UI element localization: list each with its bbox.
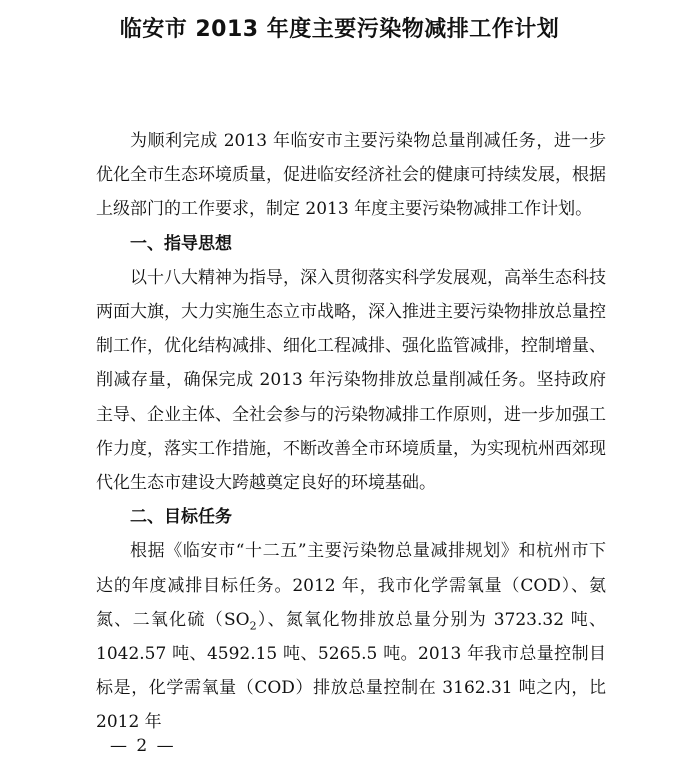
targets-text-part1: 根据《临安市“十二五”主要污染物总量减排规划》和杭州市下达的年度减排目标任务。2012 年，我市化学需氧量（COD）、氨氮、二氧化硫（SO bbox=[96, 541, 606, 630]
section-heading-guiding-ideology: 一、指导思想 bbox=[130, 233, 232, 254]
section-heading-targets: 二、目标任务 bbox=[130, 507, 232, 528]
page-number: — 2 — bbox=[110, 736, 176, 756]
document-body bbox=[96, 124, 606, 740]
so2-subscript: 2 bbox=[249, 619, 257, 633]
document-title: 临安市 2013 年度主要污染物减排工作计划 bbox=[119, 17, 560, 42]
guiding-ideology-paragraph: 以十八大精神为指导，深入贯彻落实科学发展观，高举生态科技两面大旗，大力实施生态立市战略，深入推进主要污染物排放总量控制工作，优化结构减排、细化工程减排、强化监管减排，控制增量、削减存量，确保完成 2013 年污染物排放总量削减任务。坚持政府主导、企业主体、全社会参与的污染物减排工作原则，进一步加强工作力度，落实工作措施，不断改善全市环境质量，为实现杭州西郊现代化生态市建设大跨越奠定良好的环境基础。 bbox=[96, 267, 606, 494]
intro-paragraph: 为顺利完成 2013 年临安市主要污染物总量削减任务，进一步优化全市生态环境质量，促进临安经济社会的健康可持续发展，根据上级部门的工作要求，制定 2013 年度主要污染物减排工作计划。 bbox=[96, 131, 606, 220]
targets-text-part2: ）、氮氧化物排放总量分别为 3723.32 吨、1042.57 吨、4592.15 吨、5265.5 吨。2013 年我市总量控制目标是，化学需氧量（COD）排放总量控制在 3162.31 吨之内，比 2012 年 bbox=[96, 609, 606, 733]
targets-paragraph bbox=[96, 534, 606, 739]
